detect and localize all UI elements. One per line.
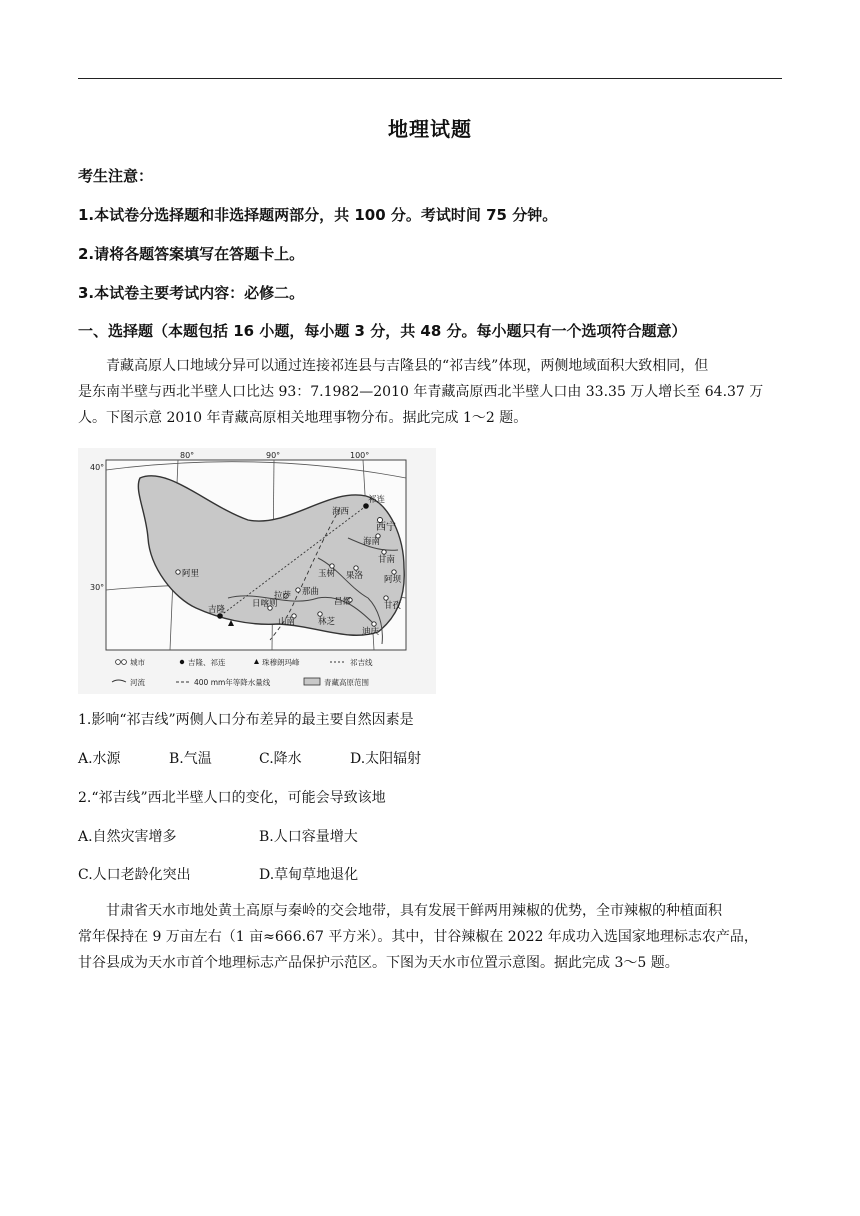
lon-label-90: 90° <box>266 451 281 460</box>
passage-1-line: 人。下图示意 2010 年青藏高原相关地理事物分布。据此完成 1～2 题。 <box>78 410 528 426</box>
legend-label: 吉隆、祁连 <box>188 658 226 667</box>
place-label: 果洛 <box>346 571 364 581</box>
place-label: 玉树 <box>318 569 336 579</box>
place-label: 海南 <box>363 537 381 547</box>
place-label: 海西 <box>332 507 350 517</box>
legend-label: 青藏高原范围 <box>324 678 369 687</box>
legend-label: 城市 <box>130 658 145 667</box>
place-label: 甘南 <box>378 555 396 565</box>
passage-2 <box>78 898 782 976</box>
question-1-option-a: A.水源 <box>78 751 121 767</box>
lon-label-100: 100° <box>350 451 370 460</box>
place-label: 吉隆 <box>208 605 226 615</box>
place-label: 林芝 <box>318 617 336 627</box>
question-2-stem: 2.“祁吉线”西北半壁人口的变化，可能会导致该地 <box>78 790 386 806</box>
passage-1 <box>78 353 782 431</box>
place-label: 阿坝 <box>384 575 402 585</box>
place-label: 日喀则 <box>252 599 278 609</box>
passage-2-line: 甘谷县成为天水市首个地理标志产品保护示范区。下图为天水市位置示意图。据此完成 3～5 题。 <box>78 955 679 971</box>
header-rule <box>78 78 782 79</box>
place-label: 阿里 <box>182 569 200 579</box>
qinghai-tibet-map <box>78 448 436 694</box>
place-label: 昌都 <box>334 597 352 607</box>
question-2-option-c: C.人口老龄化突出 <box>78 867 191 883</box>
notice-item-2: 2.请将各题答案填写在答题卡上。 <box>78 245 305 263</box>
page-title: 地理试题 <box>388 117 472 141</box>
lat-label-40: 40° <box>90 463 105 472</box>
place-label: 那曲 <box>302 587 320 597</box>
lat-label-30: 30° <box>90 583 105 592</box>
question-2-option-a: A.自然灾害增多 <box>78 829 177 845</box>
place-label: 祁连 <box>368 495 386 505</box>
legend-label: 河流 <box>130 678 145 687</box>
question-2-option-d: D.草甸草地退化 <box>259 867 359 883</box>
question-1-option-c: C.降水 <box>259 751 302 767</box>
place-label: 拉萨 <box>274 591 292 601</box>
lon-label-80: 80° <box>180 451 195 460</box>
place-label: 西宁 <box>376 522 396 533</box>
question-2-option-b: B.人口容量增大 <box>259 829 358 845</box>
notice-item-1: 1.本试卷分选择题和非选择题两部分，共 100 分。考试时间 75 分钟。 <box>78 206 558 224</box>
passage-2-line: 甘肃省天水市地处黄土高原与秦岭的交会地带，具有发展干鲜两用辣椒的优势，全市辣椒的种植面积 <box>106 903 722 919</box>
place-label: 迪庆 <box>362 627 380 637</box>
legend-label: 400 mm年等降水量线 <box>194 678 271 687</box>
notice-heading: 考生注意： <box>78 167 154 185</box>
passage-1-line: 是东南半壁与西北半壁人口比达 93：7.1982—2010 年青藏高原西北半壁人口由 33.35 万人增长至 64.37 万 <box>78 384 764 400</box>
question-1-stem: 1.影响“祁吉线”两侧人口分布差异的最主要自然因素是 <box>78 712 414 728</box>
legend-label: 珠穆朗玛峰 <box>262 658 300 667</box>
place-label: 甘孜 <box>384 601 402 611</box>
passage-2-line: 常年保持在 9 万亩左右（1 亩≈666.67 平方米）。其中，甘谷辣椒在 2022 年成功入选国家地理标志农产品， <box>78 929 758 945</box>
legend-label: 祁吉线 <box>350 658 373 667</box>
question-1-option-b: B.气温 <box>169 751 212 767</box>
passage-1-line: 青藏高原人口地域分异可以通过连接祁连县与吉隆县的“祁吉线”体现，两侧地域面积大致相同，但 <box>106 358 709 374</box>
place-label: 山南 <box>278 617 296 627</box>
question-1-option-d: D.太阳辐射 <box>350 751 422 767</box>
notice-item-3: 3.本试卷主要考试内容：必修二。 <box>78 284 305 302</box>
section-heading: 一、选择题（本题包括 16 小题，每小题 3 分，共 48 分。每小题只有一个选项符合题意） <box>78 322 687 340</box>
